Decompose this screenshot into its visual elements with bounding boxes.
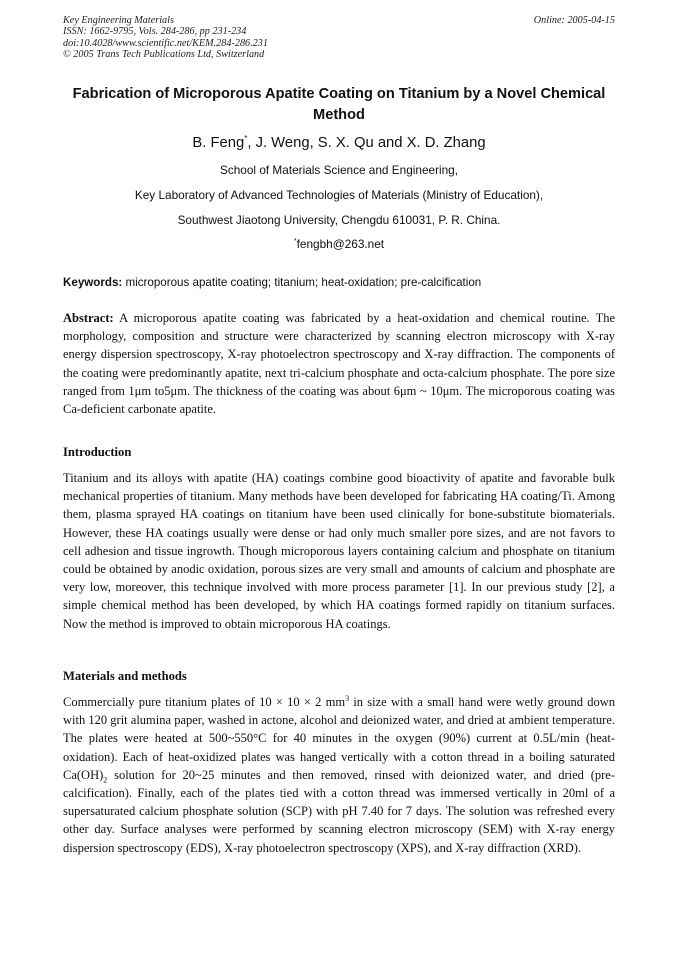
author-email [63, 237, 615, 252]
abstract-label: Abstract: [63, 311, 114, 325]
methods-text-2: in size with a small hand were wetly ground down with 120 grit alumina paper, washed in actone, alcohol and deionized water, and dried at ambient temperature. The plates were heated at 500~550°C for 40 minutes in the oxygen (90%) current at 0.5L/min (heat-oxidation). Each of heat-oxidized plates was hanged vertically with a cotton thread in a boiling saturated Ca(OH) [63, 695, 615, 782]
affiliation-line-1: School of Materials Science and Engineering, [219, 163, 459, 177]
introduction-heading: Introduction [63, 445, 132, 459]
keywords-text: microporous apatite coating; titanium; heat-oxidation; pre-calcification [122, 276, 482, 289]
other-authors: , J. Weng, S. X. Qu and X. D. Zhang [247, 135, 486, 151]
doi-line: doi:10.4028/www.scientific.net/KEM.284-286.231 [63, 37, 268, 49]
journal-header [63, 15, 615, 61]
methods-superscript: 3 [345, 693, 350, 703]
first-author: B. Feng [192, 135, 245, 151]
methods-text-3: solution for 20~25 minutes and then removed, rinsed with deionized water, and dried (pre-calcification). Finally, each of the plates tied with a cotton thread was immersed vertically in 20ml of a supersaturated calcium phosphate solution (SCP) with pH 7.40 for 7 days. The solution was refreshed every other day. Surface analyses were performed by scanning electron microscopy (SEM) with X-ray energy dispersion spectroscopy (EDS), X-ray photoelectron spectroscopy (XPS), and X-ray diffraction (XRD). [63, 767, 615, 855]
keywords-label: Keywords: [63, 276, 123, 289]
introduction-paragraph: Titanium and its alloys with apatite (HA) coatings combine good bioactivity of apatite and favorable bulk mechanical properties of titanium. Many methods have been developed for fabricating HA coating/Ti. Among them, plasma sprayed HA coatings on titanium have been used clinically for bone-substitute biomaterials. However, these HA coatings usually were dense or had only much smaller pore sizes, and are not favors to cell adhesion and tissue ingrowth. Though microporous layers containing calcium and phosphate on titanium could be obtained by anodic oxidation, porous sizes are very small and amounts of calcium and phosphate are very low, moreover, this technique involved with more process parameter [1]. In our previous study [2], a simple chemical method has been developed, by which HA coatings formed rapidly on titanium surfaces. Now the method is improved to obtain microporous HA coatings. [63, 471, 615, 631]
online-date: Online: 2005-04-15 [533, 15, 615, 26]
paper-title: Fabrication of Microporous Apatite Coating on Titanium by a Novel Chemical Method [72, 86, 606, 123]
keywords-section [63, 275, 615, 290]
copyright-line: © 2005 Trans Tech Publications Ltd, Switzerland [63, 49, 265, 61]
methods-paragraph [63, 693, 615, 857]
email-mark: * [293, 238, 297, 246]
abstract-text: A microporous apatite coating was fabricated by a heat-oxidation and chemical routine. The morphology, composition and structure were characterized by scanning electron microscopy with X-ray energy dispersion spectroscopy, X-ray photoelectron spectroscopy and X-ray diffraction. The components of the coating were predominantly apatite, next tri-calcium phosphate and octa-calcium phosphate. The pore size ranged from 1μm to5μm. The thickness of the coating was about 6μm ~ 10μm. The microporous coating was Ca-deficient carbonate apatite. [63, 311, 615, 417]
email-address: fengbh@263.net [296, 237, 385, 251]
abstract-section [63, 309, 615, 418]
corresponding-mark: * [244, 134, 248, 144]
methods-heading: Materials and methods [63, 669, 187, 683]
journal-name: Key Engineering Materials [63, 15, 174, 26]
methods-text-1: Commercially pure titanium plates of 10 × 10 × 2 mm [63, 695, 346, 709]
affiliation-line-3: Southwest Jiaotong University, Chengdu 610031, P. R. China. [177, 213, 501, 227]
issn-line: ISSN: 1662-9795, Vols. 284-286, pp 231-234 [63, 26, 247, 38]
affiliation-line-2: Key Laboratory of Advanced Technologies of Materials (Ministry of Education), [134, 188, 544, 202]
author-list [63, 133, 615, 153]
methods-subscript: 2 [103, 775, 108, 785]
